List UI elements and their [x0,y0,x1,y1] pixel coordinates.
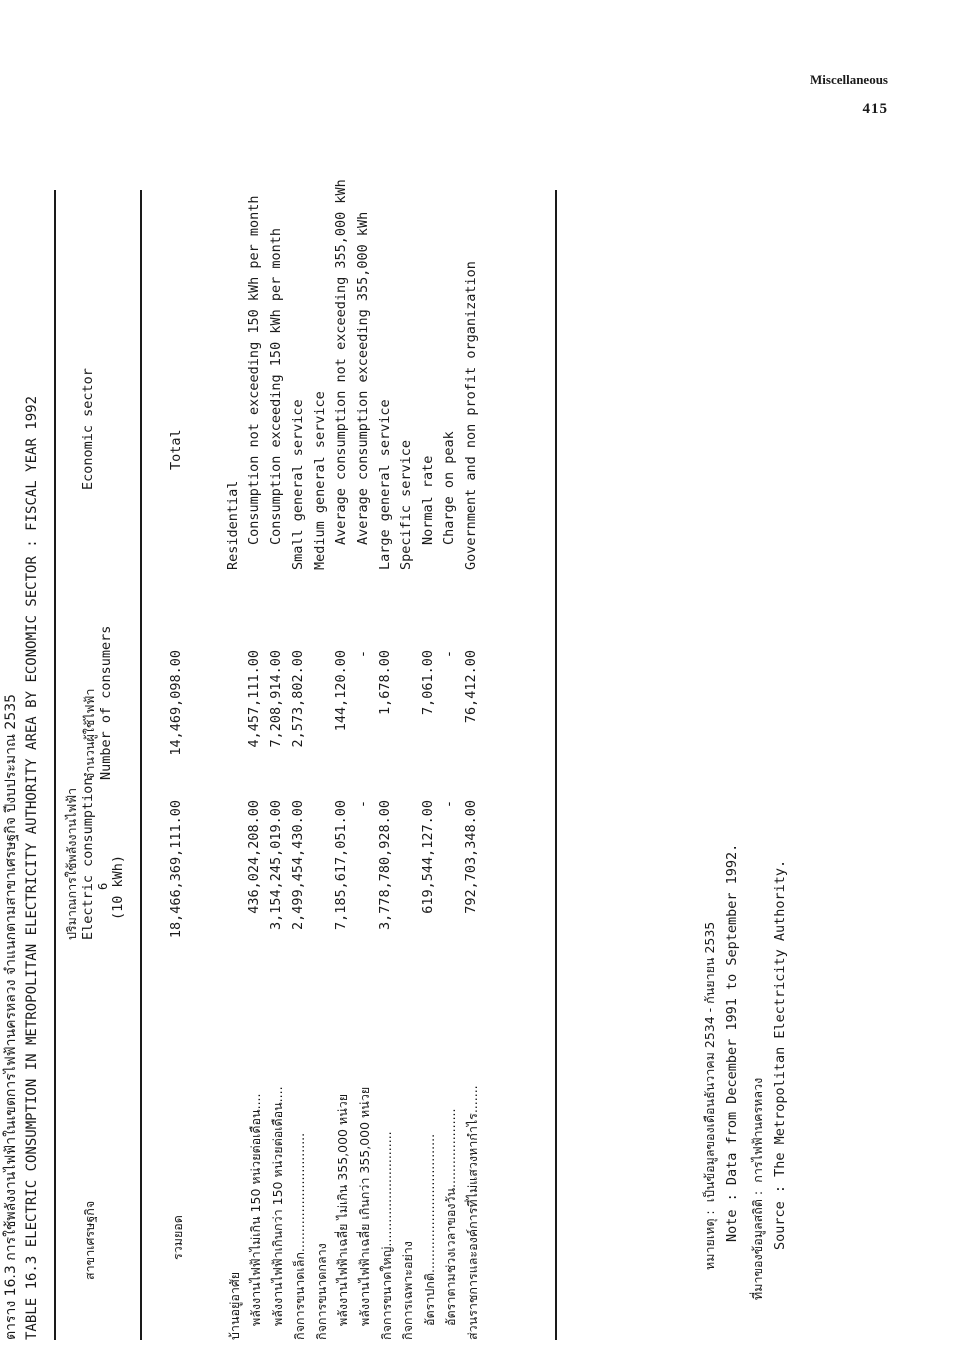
table-title-english: TABLE 16.3 ELECTRIC CONSUMPTION IN METROPOLITAN ELECTRICITY AUTHORITY AREA BY ECONOMIC SECTOR : FISCAL YEAR 1992 [24,395,40,1340]
table-bottom-rule [555,190,557,1340]
source-english-text: The Metropolitan Electricity Authority. [772,859,788,1177]
row-sector-thai: พลังงานไฟฟ้าเฉลี่ย ไม่เกิน 355,000 หน่วย [335,1093,350,1326]
total-label-english: Total [168,429,184,470]
row-sector-english: Residential [225,480,241,570]
row-consumption: 7,185,617,051.00 [333,800,349,931]
row-sector-thai: อัตราตามช่วงเวลาของวัน.................... [443,1108,458,1326]
row-sector-english: Average consumption exceeding 355,000 kWh [355,211,371,545]
source-thai-text: การไฟฟ้านครหลวง [750,1077,765,1183]
total-consumers: 14,469,098.00 [168,650,184,756]
row-consumers: 4,457,111.00 [246,650,262,748]
note-thai-text: เป็นข้อมูลของเดือนธันวาคม 2534 - กันยายน 2535 [702,921,717,1203]
header-consumers-thai: จำนวนผู้ใช้ไฟฟ้า [82,688,97,780]
row-sector-english: Specific service [398,439,414,570]
row-consumption: 619,544,127.00 [420,800,436,914]
row-consumption: 2,499,454,430.00 [290,800,306,931]
row-sector-english: Consumption exceeding 150 kWh per month [268,228,284,545]
source-thai-label: ที่มาของข้อมูลสถิติ : [750,1190,765,1300]
row-consumers: 1,678.00 [377,650,393,716]
source-english-label: Source : [772,1184,788,1250]
row-sector-thai: กิจการเฉพาะอย่าง [400,1241,415,1340]
header-sector-thai: สาขาเศรษฐกิจ [82,1200,97,1280]
header-consumption-thai: ปริมาณการใช้พลังงานไฟฟ้า [64,787,79,940]
row-consumption: 792,703,348.00 [463,800,479,914]
row-sector-english: Charge on peak [441,431,457,545]
row-consumers: 76,412.00 [463,650,479,724]
section-title: Miscellaneous [810,72,888,87]
row-consumers: - [441,650,457,659]
row-consumers: 144,120.00 [333,650,349,732]
row-sector-thai: พลังงานไฟฟ้าเกินกว่า 150 หน่วยต่อเดือน.... [270,1086,285,1326]
row-sector-english: Consumption not exceeding 150 kWh per month [246,195,262,545]
row-consumption: - [355,800,371,809]
header-consumers-english: Number of consumers [98,625,114,780]
notes-block [700,710,820,1300]
row-consumption: 436,024,208.00 [246,800,262,914]
note-thai-label: หมายเหตุ : [702,1210,717,1270]
row-sector-english: Normal rate [420,455,436,545]
header-consumption-unit: (10 kWh) [110,854,126,920]
table-title-thai: ตาราง 16.3 การใช้พลังงานไฟฟ้าในเขตการไฟฟ้านครหลวง จำแนกตามสาขาเศรษฐกิจ ปีงบประมาณ 2535 [3,693,19,1340]
row-consumers: 2,573,802.00 [290,650,306,748]
row-consumers: 7,208,914.00 [268,650,284,748]
note-english-text: Data from December 1991 to September 1992. [724,843,740,1186]
row-sector-english: Government and non profit organization [463,261,479,570]
row-sector-english: Medium general service [312,391,328,570]
row-sector-thai: กิจการขนาดเล็ก.............................. [292,1132,307,1340]
note-english-label: Note : [724,1193,740,1242]
rotated-table [0,179,600,1340]
row-consumption: 3,154,245,019.00 [268,800,284,931]
row-consumption: 3,778,780,928.00 [377,800,393,931]
row-consumption: - [441,800,457,809]
table-header-rule [140,190,142,1340]
total-consumption: 18,466,369,111.00 [168,800,184,939]
header-consumption-english: Electric consumption [80,777,96,940]
row-sector-thai: พลังงานไฟฟ้าเฉลี่ย เกินกว่า 355,000 หน่วย [357,1086,372,1326]
header-sector-english: Economic sector [80,368,96,490]
row-sector-thai: กิจการขนาดใหญ่............................. [379,1131,394,1340]
row-sector-thai: พลังงานไฟฟ้าไม่เกิน 150 หน่วยต่อเดือน.... [248,1093,263,1326]
row-sector-english: Large general service [377,399,393,570]
row-sector-english: Small general service [290,399,306,570]
header-consumption-exponent: 6 [96,882,110,890]
row-sector-thai: ส่วนราชการและองค์การที่ไม่แสวงหากำไร....... [465,1085,480,1340]
total-label-thai: รวมยอด [170,1215,185,1260]
row-consumers: 7,061.00 [420,650,436,716]
table-top-rule [54,190,56,1340]
row-sector-thai: กิจการขนาดกลาง [314,1243,329,1340]
row-consumers: - [355,650,371,659]
row-sector-english: Average consumption not exceeding 355,000 kWh [333,179,349,545]
row-sector-thai: อัตราปกติ................................... [422,1133,437,1326]
page-number: 415 [862,101,888,117]
row-sector-thai: บ้านอยู่อาศัย [227,1271,242,1340]
